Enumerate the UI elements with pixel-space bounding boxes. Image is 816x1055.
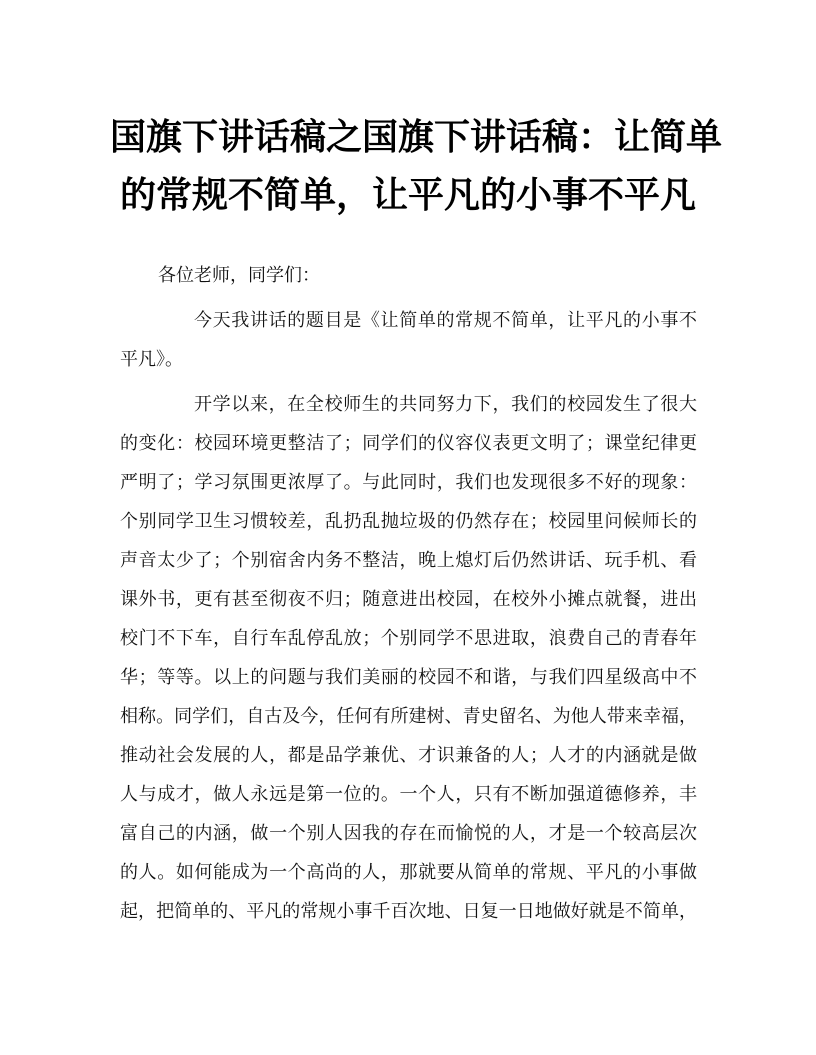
paragraph-line: 校门不下车，自行车乱停乱放；个别同学不思进取，浪费自己的青春年 xyxy=(120,628,697,649)
paragraph-line: 声音太少了；个别宿舍内务不整洁，晚上熄灯后仍然讲话、玩手机、看 xyxy=(120,550,697,571)
paragraph-line: 人与成才，做人永远是第一位的。一个人，只有不断加强道德修养，丰 xyxy=(120,784,697,805)
paragraph-line: 今天我讲话的题目是《让简单的常规不简单，让平凡的小事不 xyxy=(194,310,697,331)
paragraph-line: 华；等等。以上的问题与我们美丽的校园不和谐，与我们四星级高中不 xyxy=(120,667,697,688)
paragraph-line: 推动社会发展的人，都是品学兼优、才识兼备的人；人才的内涵就是做 xyxy=(120,745,697,766)
paragraph-topic xyxy=(120,301,697,379)
paragraph-main xyxy=(120,385,697,931)
title-line-1: 国旗下讲话稿之国旗下讲话稿：让简单 xyxy=(110,116,723,158)
paragraph-line: 起，把简单的、平凡的常规小事千百次地、日复一日地做好就是不简单， xyxy=(120,901,697,922)
paragraph-line: 相称。同学们，自古及今，任何有所建树、青史留名、为他人带来幸福， xyxy=(120,706,697,727)
salutation: 各位老师，同学们： xyxy=(158,265,320,286)
paragraph-line: 课外书，更有甚至彻夜不归；随意进出校园，在校外小摊点就餐，进出 xyxy=(120,589,697,610)
paragraph-line: 平凡》。 xyxy=(120,349,183,370)
paragraph-line: 富自己的内涵，做一个别人因我的存在而愉悦的人，才是一个较高层次 xyxy=(120,823,697,844)
title-line-2: 的常规不简单，让平凡的小事不平凡 xyxy=(119,174,696,216)
paragraph-line: 开学以来，在全校师生的共同努力下，我们的校园发生了很大 xyxy=(194,394,697,415)
document-title xyxy=(110,108,723,224)
paragraph-line: 严明了；学习氛围更浓厚了。与此同时，我们也发现很多不好的现象： xyxy=(120,472,697,493)
paragraph-line: 个别同学卫生习惯较差，乱扔乱抛垃圾的仍然存在；校园里问候师长的 xyxy=(120,511,697,532)
paragraph-line: 的变化：校园环境更整洁了；同学们的仪容仪表更文明了；课堂纪律更 xyxy=(120,433,697,454)
document-body xyxy=(120,256,697,931)
paragraph-line: 的人。如何能成为一个高尚的人，那就要从简单的常规、平凡的小事做 xyxy=(120,862,697,883)
